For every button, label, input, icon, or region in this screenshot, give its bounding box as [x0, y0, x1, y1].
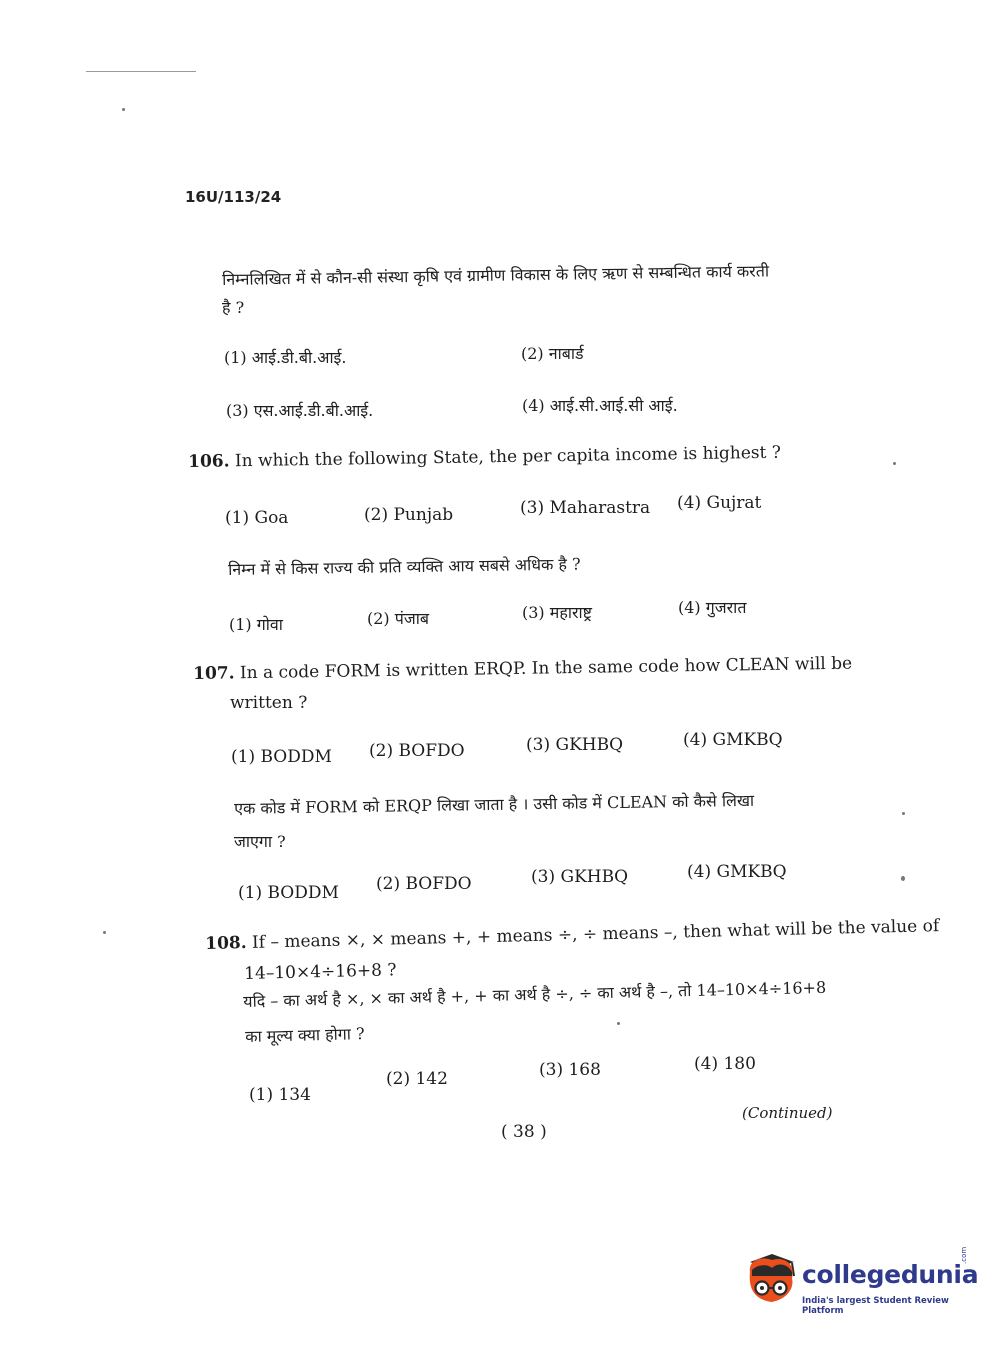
scan-speck	[122, 108, 125, 111]
q108-text: If – means ×, × means +, + means ÷, ÷ means –, then what will be the value of	[251, 916, 940, 953]
q106-text: In which the following State, the per capita income is highest ?	[234, 442, 782, 472]
scan-speck	[901, 876, 905, 881]
q108-question-en-line1	[205, 916, 939, 954]
q108-question-hi-line2: का मूल्य क्या होगा ?	[245, 1024, 365, 1046]
q106-question-hi: निम्न में से किस राज्य की प्रति व्यक्ति आय सबसे अधिक है ?	[228, 554, 581, 579]
paper-code: 16U/113/24	[185, 188, 282, 206]
q106-question-en	[188, 443, 781, 472]
q106-option-hi-1: (1) गोवा	[229, 615, 283, 634]
q106-option-en-3: (3) Maharastra	[520, 498, 651, 518]
q107-option-en-3: (3) GKHBQ	[526, 735, 624, 755]
q106-option-en-1: (1) Goa	[225, 508, 289, 528]
student-mascot-icon	[742, 1250, 800, 1312]
q107-question-en-line1	[193, 654, 852, 684]
q106-option-hi-3: (3) महाराष्ट्र	[522, 603, 592, 622]
q105-hindi-line2: है ?	[222, 298, 245, 317]
page-number: ( 38 )	[501, 1122, 547, 1142]
q105-option-4: (4) आई.सी.आई.सी आई.	[522, 396, 678, 415]
q107-text: In a code FORM is written ERQP. In the same code how CLEAN will be	[239, 653, 853, 684]
q107-question-hi-line2: जाएगा ?	[234, 832, 286, 851]
q108-option-1: (1) 134	[249, 1085, 311, 1105]
brand-tagline: India's largest Student Review Platform	[802, 1296, 949, 1316]
scan-speck	[617, 1022, 620, 1025]
q108-question-hi-line1: यदि – का अर्थ है ×, × का अर्थ है +, + का अर्थ है ÷, ÷ का अर्थ है –, तो 14–10×4÷16+8	[243, 977, 827, 1011]
scan-speck	[893, 462, 896, 465]
q108-expression: 14–10×4÷16+8 ?	[244, 960, 397, 984]
scan-speck	[902, 812, 905, 815]
q105-option-1: (1) आई.डी.बी.आई.	[224, 348, 347, 367]
q107-option-en-1: (1) BODDM	[231, 747, 332, 767]
brand-name: collegedunia	[802, 1260, 979, 1289]
q107-option-hi-2: (2) BOFDO	[376, 874, 472, 894]
q107-question-hi-line1: एक कोड में FORM को ERQP लिखा जाता है । उसी कोड में CLEAN को कैसे लिखा	[234, 790, 755, 818]
q107-option-hi-3: (3) GKHBQ	[531, 867, 629, 887]
q107-number: 107.	[193, 663, 235, 684]
q105-option-2: (2) नाबार्ड	[521, 344, 584, 363]
q107-option-hi-1: (1) BODDM	[238, 883, 339, 903]
brand-dotcom: .com	[960, 1246, 968, 1264]
q106-number: 106.	[188, 451, 230, 472]
scan-speck	[103, 931, 106, 934]
q108-option-3: (3) 168	[539, 1060, 601, 1080]
q106-option-en-4: (4) Gujrat	[677, 493, 762, 513]
q106-option-en-2: (2) Punjab	[364, 505, 454, 525]
q107-option-en-2: (2) BOFDO	[369, 741, 465, 761]
q108-number: 108.	[205, 932, 247, 954]
q107-question-en-line2: written ?	[230, 693, 308, 713]
scan-artifact-line	[86, 71, 196, 72]
q105-option-3: (3) एस.आई.डी.बी.आई.	[226, 401, 374, 420]
q108-option-4: (4) 180	[694, 1054, 756, 1074]
continued-note: (Continued)	[742, 1104, 833, 1122]
q107-option-hi-4: (4) GMKBQ	[687, 862, 787, 882]
q107-option-en-4: (4) GMKBQ	[683, 730, 783, 750]
q106-option-hi-4: (4) गुजरात	[678, 598, 747, 617]
q108-option-2: (2) 142	[386, 1069, 448, 1089]
q105-hindi-line1: निम्नलिखित में से कौन-सी संस्था कृषि एवं ग्रामीण विकास के लिए ऋण से सम्बन्धित कार्य करती	[222, 261, 770, 289]
collegedunia-watermark	[742, 1246, 979, 1320]
q106-option-hi-2: (2) पंजाब	[367, 609, 429, 628]
